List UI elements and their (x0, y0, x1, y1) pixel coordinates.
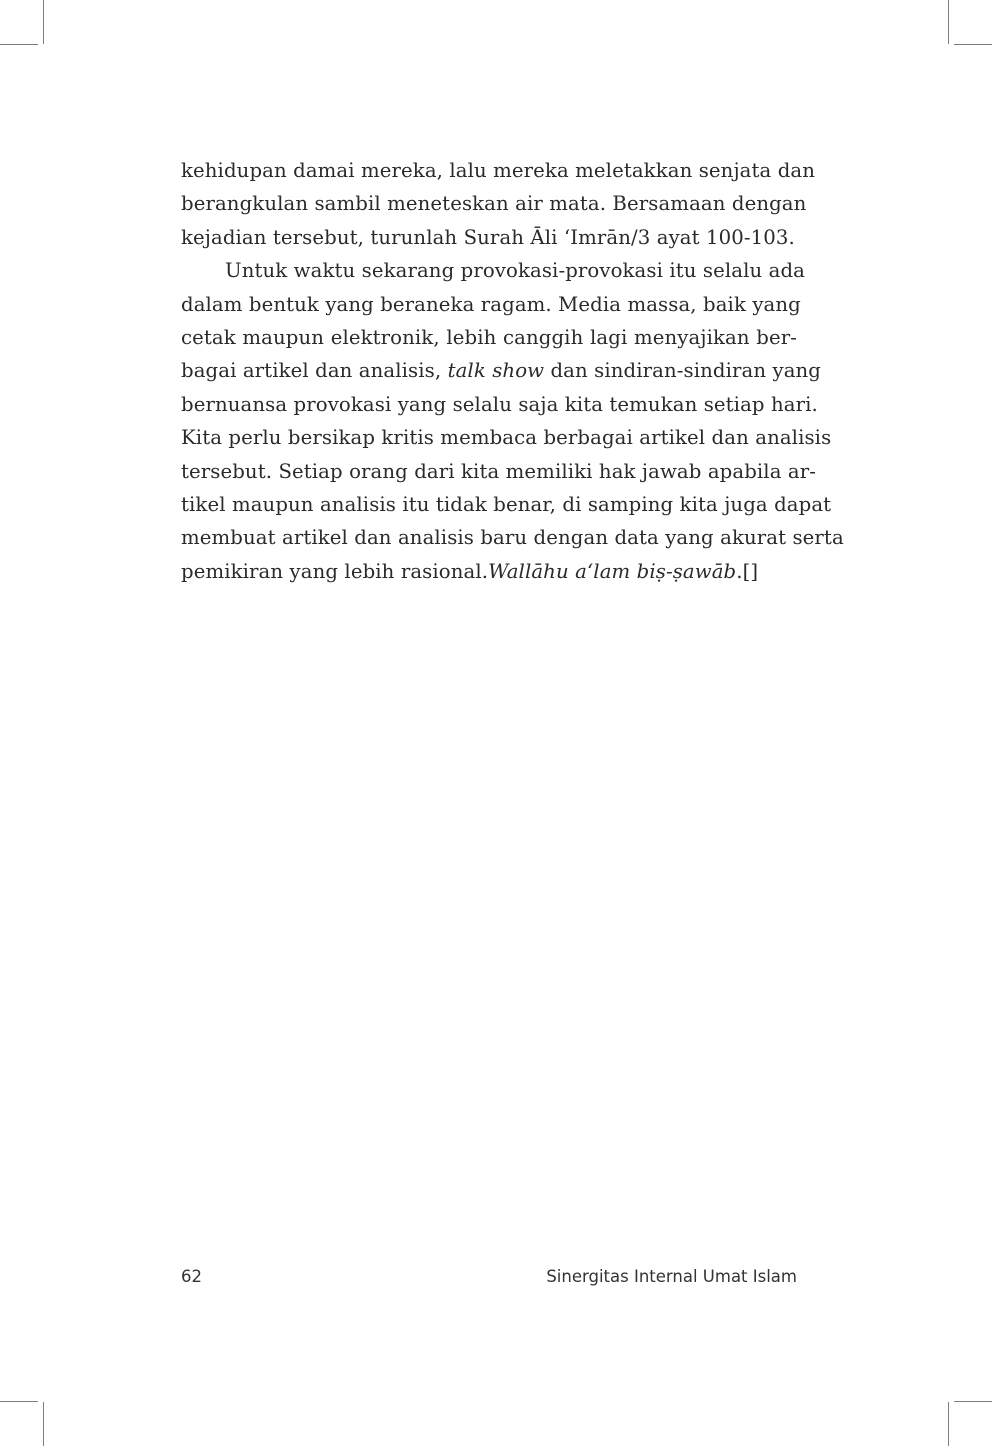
crop-mark-top-left-vertical (43, 0, 44, 44)
paragraph-2 (181, 254, 844, 588)
text-line (181, 354, 822, 387)
text-line: cetak maupun elektronik, lebih canggih lagi menyajikan ber- (181, 326, 797, 350)
paragraph-1 (181, 154, 816, 254)
crop-mark-bottom-left-vertical (43, 1402, 44, 1446)
text-line: kehidupan damai mereka, lalu mereka meletakkan senjata dan (181, 159, 816, 182)
page-footer (181, 1267, 797, 1291)
crop-mark-bottom-right-horizontal (954, 1401, 992, 1402)
crop-mark-top-right-vertical (948, 0, 949, 44)
crop-mark-top-right-horizontal (954, 44, 992, 45)
text-line: tikel maupun analisis itu tidak benar, di samping kita juga dapat (181, 493, 832, 517)
text-line: kejadian tersebut, turunlah Surah Āli ‘Imrān/3 ayat 100-103. (181, 225, 795, 249)
text-line: tersebut. Setiap orang dari kita memiliki hak jawab apabila ar- (181, 459, 816, 483)
end-mark: .[] (736, 559, 759, 583)
text-line: Kita perlu bersikap kritis membaca berbagai artikel dan analisis (181, 426, 832, 450)
text-line: berangkulan sambil meneteskan air mata. Bersamaan dengan (181, 192, 807, 216)
crop-mark-bottom-right-vertical (948, 1402, 949, 1446)
page-number: 62 (181, 1267, 202, 1286)
text-line: bernuansa provokasi yang selalu saja kita temukan setiap hari. (181, 392, 818, 416)
body-text (181, 154, 844, 588)
text-line: membuat artikel dan analisis baru dengan data yang akurat serta (181, 526, 844, 550)
italic-closing-phrase: Wallāhu a‘lam biṣ-ṣawāb (488, 559, 737, 583)
italic-term: talk show (447, 359, 545, 383)
text-segment: bagai artikel dan analisis, (181, 359, 442, 383)
text-segment: dan sindiran-sindiran yang (550, 359, 822, 383)
text-segment: pemikiran yang lebih rasional. (181, 559, 489, 583)
crop-mark-top-left-horizontal (0, 44, 38, 45)
crop-mark-bottom-left-horizontal (0, 1401, 38, 1402)
running-title: Sinergitas Internal Umat Islam (546, 1267, 797, 1286)
text-line: Untuk waktu sekarang provokasi-provokasi itu selalu ada (225, 259, 806, 283)
text-line (181, 555, 797, 588)
text-line: dalam bentuk yang beraneka ragam. Media massa, baik yang (181, 292, 801, 316)
